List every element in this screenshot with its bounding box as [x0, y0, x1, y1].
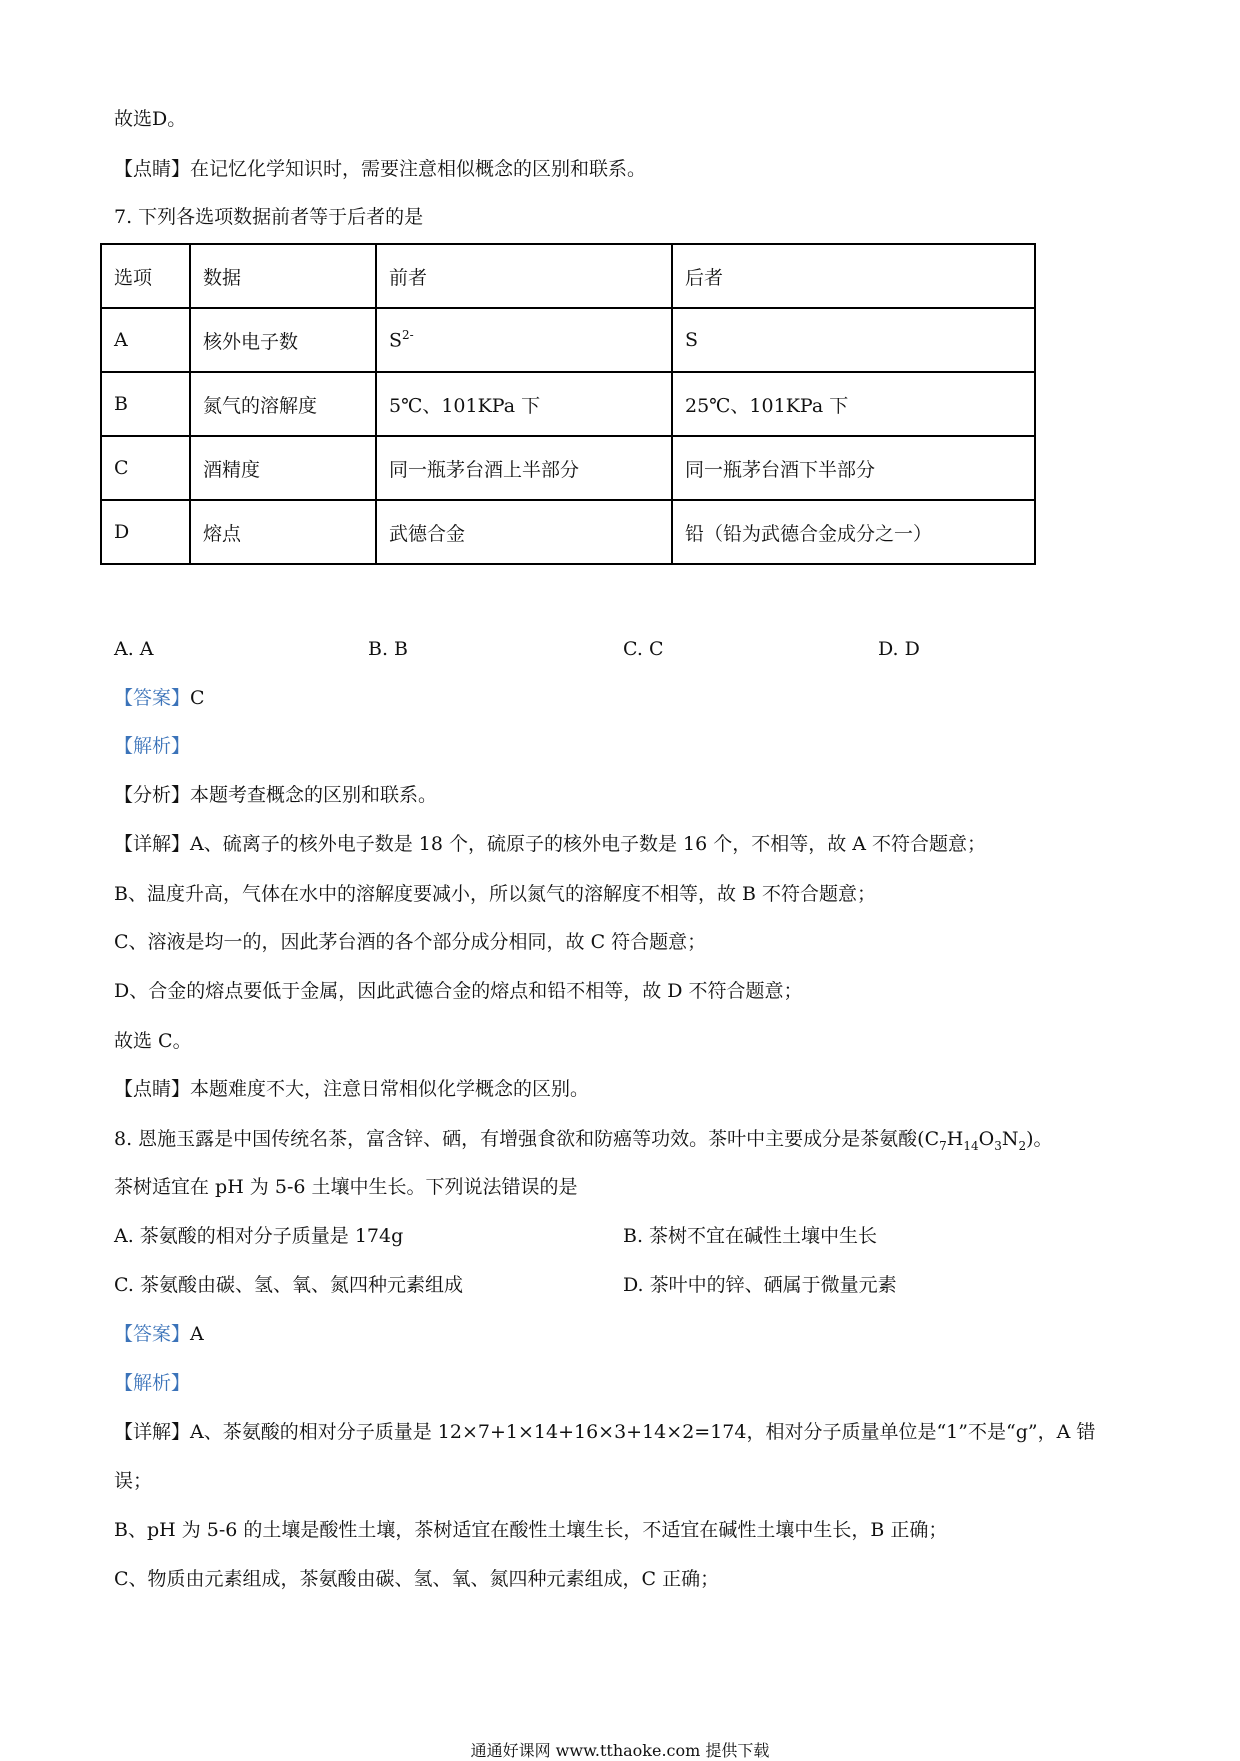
q7-option-b: B. B — [368, 638, 409, 660]
cell-latter: 铅（铅为武德合金成分之一） — [672, 500, 1035, 564]
q7-tip — [114, 1077, 589, 1101]
answer-value: C — [190, 687, 205, 709]
stem-end: )。 — [1026, 1128, 1053, 1150]
el: N — [1001, 1128, 1019, 1150]
q8-stem-line1 — [114, 1127, 1053, 1158]
footer: 通通好课网 www.tthaoke.com 提供下载 — [470, 1741, 770, 1760]
prev-tip — [114, 157, 646, 181]
fenxi-label: 【分析】 — [114, 784, 191, 806]
q8-option-b: B. 茶树不宜在碱性土壤中生长 — [623, 1225, 878, 1247]
header-cell: 选项 — [101, 244, 190, 308]
table-row — [101, 372, 1035, 436]
sub: 7 — [939, 1138, 947, 1153]
cell-data: 核外电子数 — [190, 308, 376, 372]
q7-option-c: C. C — [623, 638, 664, 660]
answer-label: 【答案】 — [114, 1323, 191, 1345]
detail-text: A、茶氨酸的相对分子质量是 12×7+1×14+16×3+14×2=174，相对分子质量单位是“1”不是“g”，A 错 — [190, 1421, 1096, 1443]
stem-text: 8. 恩施玉露是中国传统名茶，富含锌、硒，有增强食欲和防癌等功效。茶叶中主要成分是茶氨酸(C — [114, 1128, 940, 1150]
header-cell: 数据 — [190, 244, 376, 308]
q7-conclusion: 故选 C。 — [114, 1030, 192, 1052]
q7-detail-c: C、溶液是均一的，因此茅台酒的各个部分成分相同，故 C 符合题意； — [114, 931, 707, 953]
answer-value: A — [190, 1323, 204, 1345]
cell-data: 酒精度 — [190, 436, 376, 500]
table-row — [101, 308, 1035, 372]
q7-stem: 7. 下列各选项数据前者等于后者的是 — [114, 206, 424, 228]
cell-former — [376, 308, 672, 372]
former-sup: 2- — [402, 328, 414, 343]
cell-option: A — [101, 308, 190, 372]
q7-analysis-label: 【解析】 — [114, 735, 191, 757]
q8-detail-c: C、物质由元素组成，茶氨酸由碳、氢、氧、氮四种元素组成，C 正确； — [114, 1568, 720, 1590]
table-header-row — [101, 244, 1035, 308]
detail-label: 【详解】 — [114, 1421, 191, 1443]
sub: 3 — [994, 1138, 1002, 1153]
former-text: S — [389, 329, 403, 352]
cell-data: 氮气的溶解度 — [190, 372, 376, 436]
cell-former: 5℃、101KPa 下 — [376, 372, 672, 436]
sub: 2 — [1018, 1138, 1027, 1153]
cell-latter: S — [672, 308, 1035, 372]
cell-option: C — [101, 436, 190, 500]
q8-detail-a-cont: 误； — [114, 1470, 153, 1492]
q8-answer — [114, 1322, 204, 1346]
cell-option: D — [101, 500, 190, 564]
tip-label: 【点睛】 — [114, 1078, 191, 1100]
header-cell: 前者 — [376, 244, 672, 308]
tip-label: 【点睛】 — [114, 158, 191, 180]
cell-latter: 25℃、101KPa 下 — [672, 372, 1035, 436]
q7-detail-b: B、温度升高，气体在水中的溶解度要减小，所以氮气的溶解度不相等，故 B 不符合题意； — [114, 883, 877, 905]
fenxi-text: 本题考查概念的区别和联系。 — [190, 784, 438, 806]
q8-stem-line2: 茶树适宜在 pH 为 5-6 土壤中生长。下列说法错误的是 — [114, 1176, 578, 1198]
table-row — [101, 436, 1035, 500]
q8-option-d: D. 茶叶中的锌、硒属于微量元素 — [623, 1274, 897, 1296]
q7-detail-d: D、合金的熔点要低于金属，因此武德合金的熔点和铅不相等，故 D 不符合题意； — [114, 980, 803, 1002]
sub: 14 — [963, 1138, 979, 1153]
el: O — [978, 1128, 995, 1150]
q8-analysis-label: 【解析】 — [114, 1372, 191, 1394]
el: H — [946, 1128, 964, 1150]
detail-label: 【详解】 — [114, 833, 191, 855]
cell-latter: 同一瓶茅台酒下半部分 — [672, 436, 1035, 500]
table-row — [101, 500, 1035, 564]
cell-data: 熔点 — [190, 500, 376, 564]
q8-option-a: A. 茶氨酸的相对分子质量是 174g — [114, 1225, 404, 1247]
cell-option: B — [101, 372, 190, 436]
detail-text: A、硫离子的核外电子数是 18 个，硫原子的核外电子数是 16 个，不相等，故 A 不符合题意； — [190, 833, 987, 855]
q8-detail-a — [114, 1420, 1095, 1444]
header-cell: 后者 — [672, 244, 1035, 308]
q7-option-d: D. D — [878, 638, 920, 660]
answer-label: 【答案】 — [114, 687, 191, 709]
prev-conclusion: 故选D。 — [114, 108, 187, 130]
cell-former: 武德合金 — [376, 500, 672, 564]
tip-text: 在记忆化学知识时，需要注意相似概念的区别和联系。 — [190, 158, 647, 180]
q7-answer — [114, 686, 205, 710]
q7-option-a: A. A — [114, 638, 154, 660]
q7-fenxi — [114, 783, 437, 807]
q8-option-c: C. 茶氨酸由碳、氢、氧、氮四种元素组成 — [114, 1274, 463, 1296]
q8-detail-b: B、pH 为 5-6 的土壤是酸性土壤，茶树适宜在酸性土壤生长，不适宜在碱性土壤中生长，B 正确； — [114, 1519, 948, 1541]
q7-table — [100, 243, 1036, 565]
q7-detail-a — [114, 832, 986, 856]
tip-text: 本题难度不大，注意日常相似化学概念的区别。 — [190, 1078, 590, 1100]
cell-former: 同一瓶茅台酒上半部分 — [376, 436, 672, 500]
